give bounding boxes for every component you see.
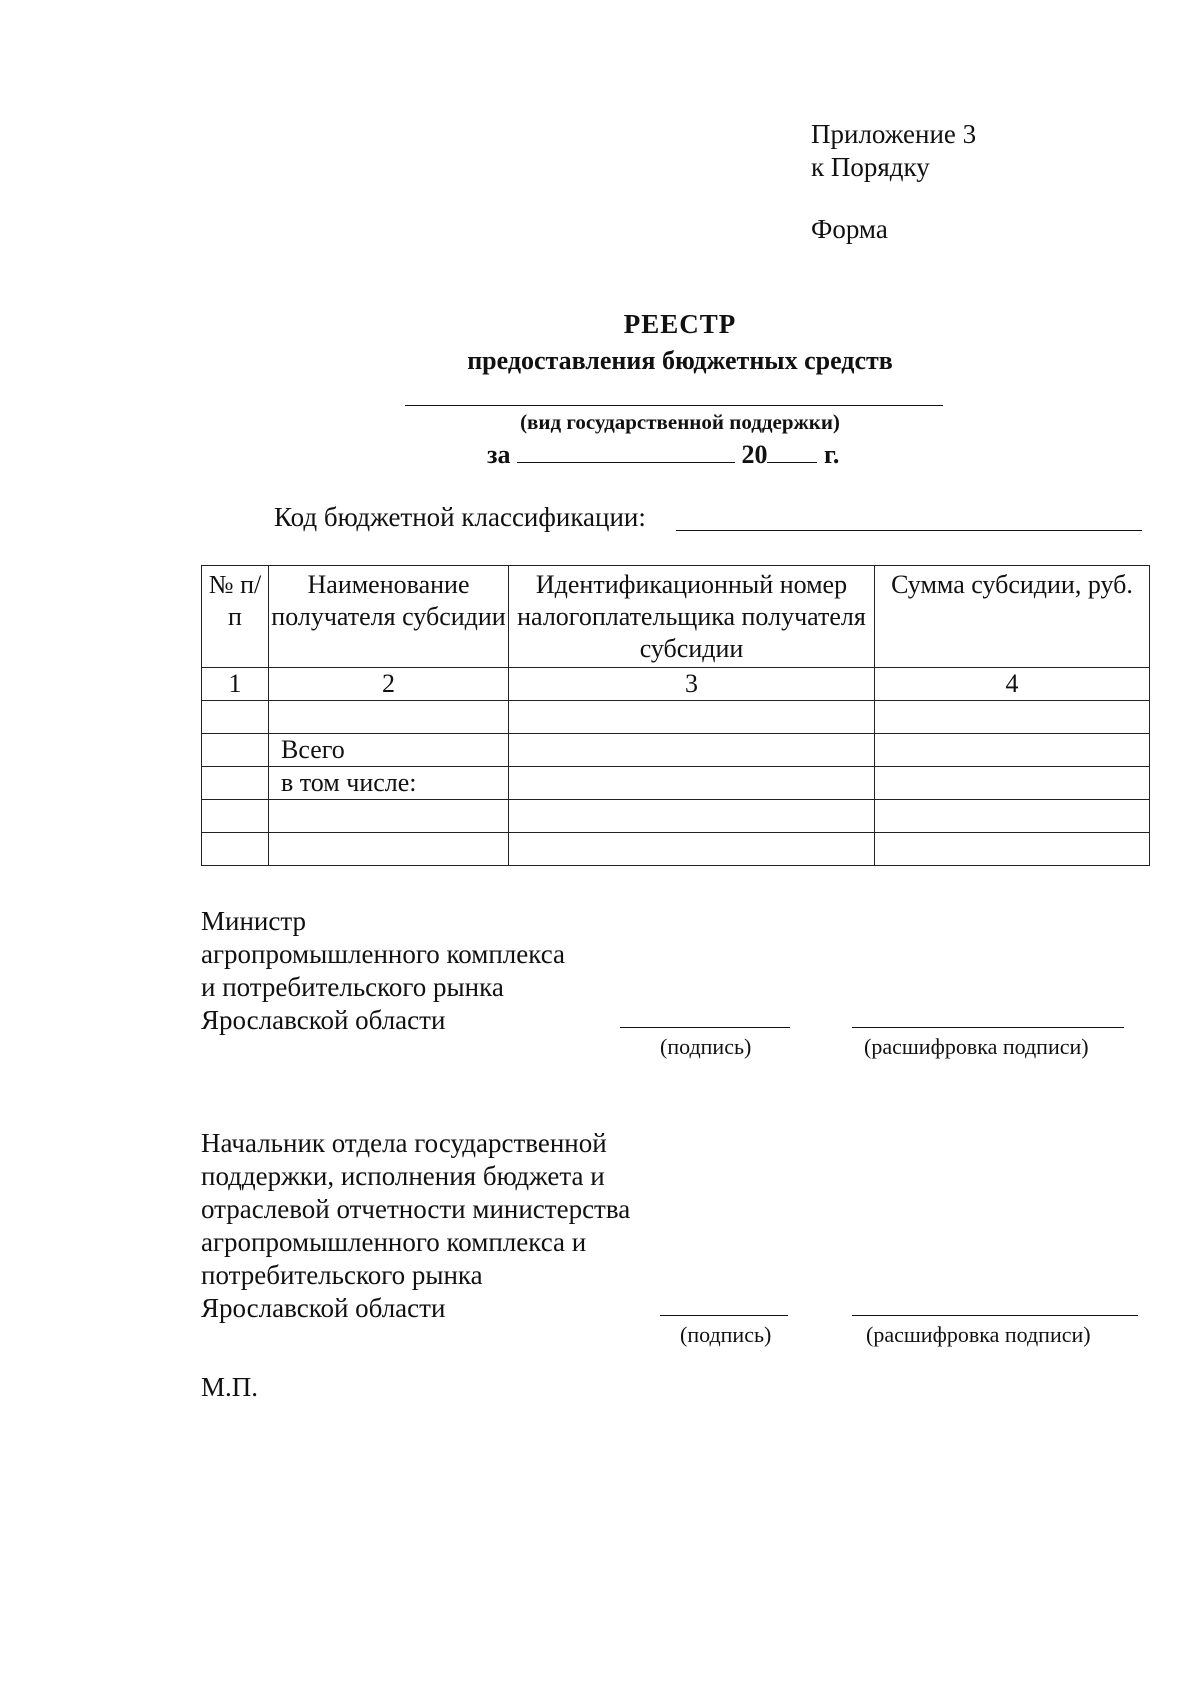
annex-heading xyxy=(811,118,976,184)
department-head-decoding-caption: (расшифровка подписи) xyxy=(866,1322,1091,1347)
period-suffix: г. xyxy=(823,440,840,469)
table-cell[interactable] xyxy=(509,833,875,866)
minister-signature-caption: (подпись) xyxy=(660,1034,752,1059)
period-year-blank[interactable] xyxy=(767,438,817,463)
minister-signature-line[interactable] xyxy=(620,1027,790,1028)
document-subtitle: предоставления бюджетных средств xyxy=(467,346,893,375)
column-number: 4 xyxy=(875,668,1150,701)
stamp-place-label: М.П. xyxy=(201,1372,259,1402)
signatory-title-line: Министр xyxy=(201,906,306,936)
signatory-title-line: потребительского рынка xyxy=(201,1260,483,1290)
column-number: 3 xyxy=(509,668,875,701)
table-row xyxy=(202,800,1150,833)
table-cell[interactable] xyxy=(269,833,509,866)
support-type-blank-line[interactable] xyxy=(405,405,943,406)
table-cell[interactable] xyxy=(509,800,875,833)
table-column-numbers-row xyxy=(202,668,1150,701)
column-number: 1 xyxy=(202,668,269,701)
signatory-title-line: Ярославской области xyxy=(201,1005,446,1035)
table-cell[interactable] xyxy=(509,734,875,767)
table-cell[interactable] xyxy=(202,767,269,800)
minister-decoding-line[interactable] xyxy=(852,1027,1124,1028)
table-cell[interactable] xyxy=(509,701,875,734)
including-label: в том числе: xyxy=(269,767,509,800)
annex-number: Приложение 3 xyxy=(811,119,977,149)
table-cell[interactable] xyxy=(202,833,269,866)
column-number: 2 xyxy=(269,668,509,701)
table-cell[interactable] xyxy=(509,767,875,800)
table-row xyxy=(202,701,1150,734)
annex-reference: к Порядку xyxy=(811,152,930,182)
table-cell[interactable] xyxy=(875,734,1150,767)
department-head-signature-caption: (подпись) xyxy=(680,1322,772,1347)
table-cell[interactable] xyxy=(269,800,509,833)
form-label: Форма xyxy=(811,214,888,244)
table-cell[interactable] xyxy=(875,701,1150,734)
department-head-signature-line[interactable] xyxy=(660,1315,788,1316)
signatory-title-line: и потребительского рынка xyxy=(201,972,504,1002)
table-row-including xyxy=(202,767,1150,800)
table-cell[interactable] xyxy=(269,701,509,734)
minister-title xyxy=(201,905,565,1037)
header-taxpayer-id: Идентификационный номер налогоплательщика получателя субсидии xyxy=(509,566,875,668)
table-cell[interactable] xyxy=(875,833,1150,866)
minister-decoding-caption: (расшифровка подписи) xyxy=(864,1034,1089,1059)
signatory-title-line: поддержки, исполнения бюджета и xyxy=(201,1161,605,1191)
table-cell[interactable] xyxy=(202,800,269,833)
signatory-title-line: Ярославской области xyxy=(201,1293,446,1323)
table-row xyxy=(202,833,1150,866)
period-prefix: за xyxy=(487,440,511,469)
table-cell[interactable] xyxy=(202,734,269,767)
signatory-title-line: агропромышленного комплекса и xyxy=(201,1227,587,1257)
table-header-row xyxy=(202,566,1150,668)
table-cell[interactable] xyxy=(202,701,269,734)
signatory-title-line: агропромышленного комплекса xyxy=(201,939,565,969)
period-line xyxy=(487,438,839,470)
support-type-caption: (вид государственной поддержки) xyxy=(520,410,840,434)
signatory-title-line: Начальник отдела государственной xyxy=(201,1128,607,1158)
document-title: РЕЕСТР xyxy=(623,309,737,339)
budget-code-label: Код бюджетной классификации: xyxy=(274,502,646,532)
register-table xyxy=(201,565,1150,866)
table-row-total xyxy=(202,734,1150,767)
table-cell[interactable] xyxy=(875,800,1150,833)
signatory-title-line: отраслевой отчетности министерства xyxy=(201,1194,631,1224)
budget-code-blank-line[interactable] xyxy=(676,530,1142,531)
table-cell[interactable] xyxy=(875,767,1150,800)
department-head-title xyxy=(201,1127,630,1325)
total-label: Всего xyxy=(269,734,509,767)
period-blank[interactable] xyxy=(517,438,735,463)
header-recipient-name: Наименование получателя субсидии xyxy=(269,566,509,668)
department-head-decoding-line[interactable] xyxy=(852,1315,1138,1316)
period-year-prefix: 20 xyxy=(741,440,768,469)
header-subsidy-amount: Сумма субсидии, руб. xyxy=(875,566,1150,668)
header-number: № п/п xyxy=(202,566,269,668)
